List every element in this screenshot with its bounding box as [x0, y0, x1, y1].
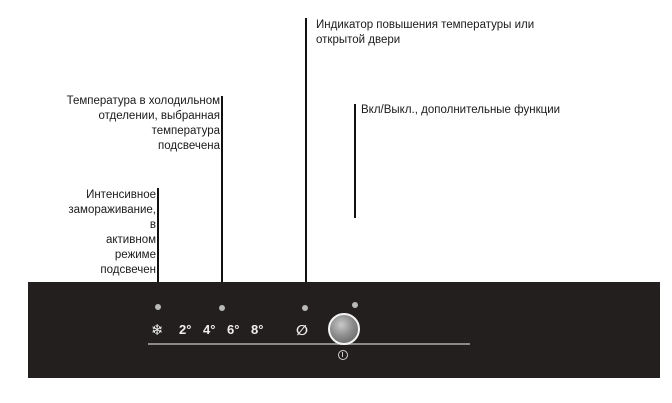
alarm-bell-off-icon[interactable]: ∅ [296, 322, 308, 338]
control-panel [28, 282, 660, 378]
on-off-knob[interactable] [328, 313, 360, 345]
power-icon [338, 350, 348, 360]
snowflake-icon[interactable]: ❄ [151, 322, 164, 339]
on-off-leader-line [354, 104, 356, 218]
on-off-led [352, 302, 358, 308]
fridge-temperature-callout: Температура в холодильном отделении, выбранная температура подсвечена [66, 95, 220, 152]
intensive-freeze-led [155, 304, 161, 310]
on-off-callout: Вкл/Выкл., дополнительные функции [361, 104, 561, 116]
intensive-freeze-leader-line [157, 188, 159, 284]
temperature-alarm-led [302, 305, 308, 311]
intensive-freeze-callout: Интенсивное замораживание, в активном режиме подсвечен [68, 189, 156, 276]
panel-divider-line [148, 343, 470, 345]
temperature-alarm-leader-line [305, 18, 307, 284]
fridge-temperature-leader-line [221, 96, 223, 284]
temperature-2-label[interactable]: 2° [179, 322, 192, 337]
fridge-temperature-led [219, 305, 225, 311]
temperature-4-label[interactable]: 4° [203, 322, 216, 337]
temperature-alarm-callout: Индикатор повышения температуры или открытой двери [316, 19, 535, 46]
temperature-6-label[interactable]: 6° [227, 322, 240, 337]
temperature-8-label[interactable]: 8° [251, 322, 264, 337]
